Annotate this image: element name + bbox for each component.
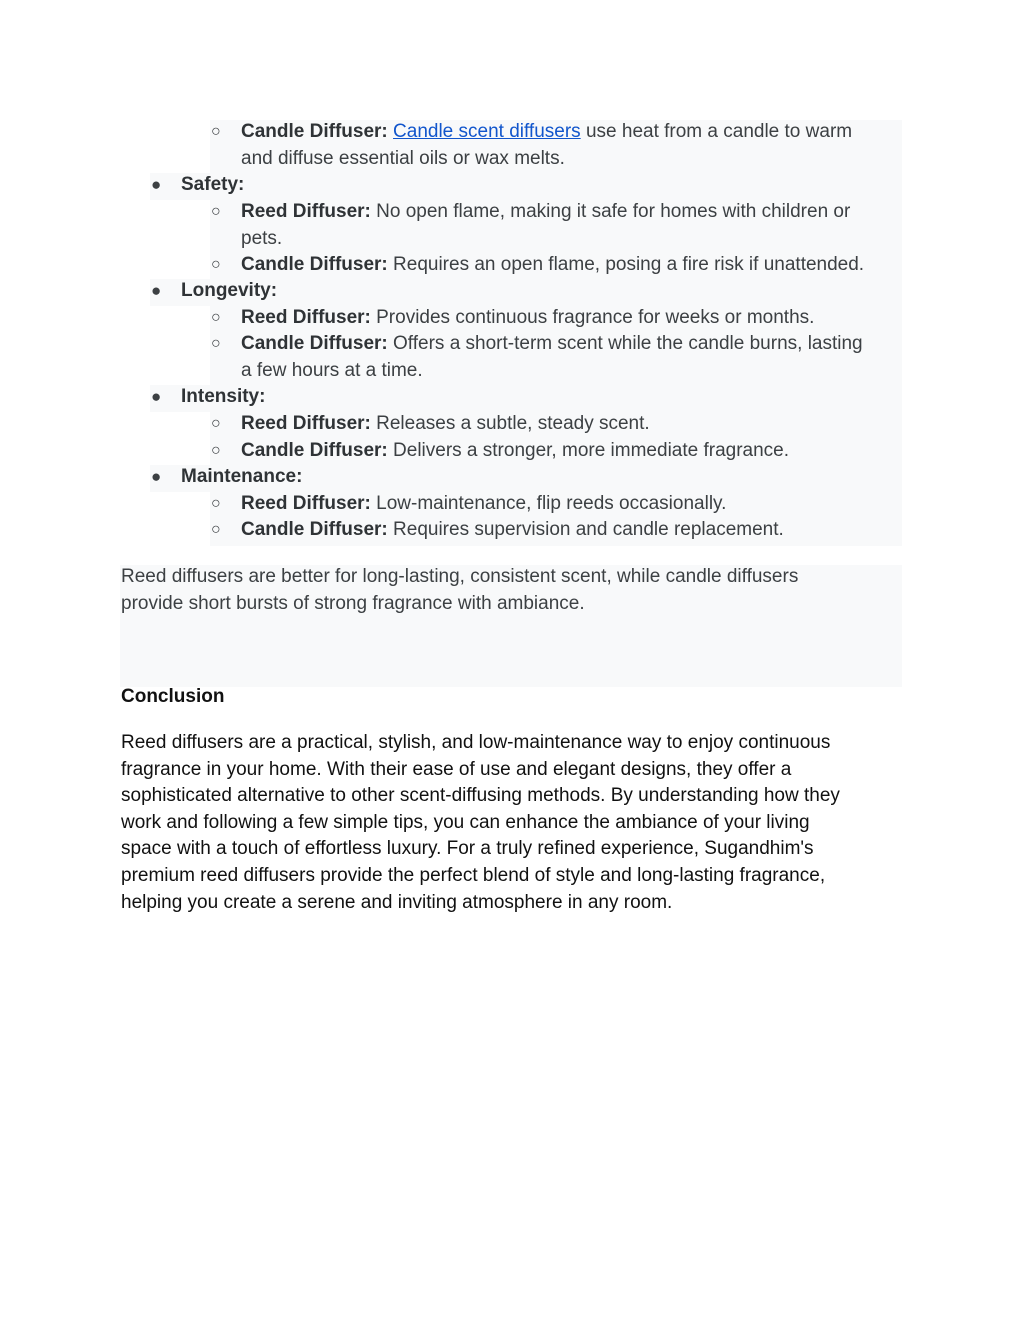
item-label: Reed Diffuser: xyxy=(241,307,371,328)
conclusion-line: premium reed diffusers provide the perfect blend of style and long-lasting fragrance, xyxy=(121,865,826,886)
list-heading-intensity: Intensity: xyxy=(181,386,266,407)
list-item-candle-intro xyxy=(241,119,852,146)
list-item-safety-reed: Reed Diffuser: No open flame, making it safe for homes with children or xyxy=(241,201,851,222)
list-item-longevity-candle: Candle Diffuser: Offers a short-term scent while the candle burns, lasting xyxy=(241,333,863,354)
solid-bullet: ● xyxy=(151,175,162,194)
solid-bullet: ● xyxy=(151,281,162,300)
item-label: Candle Diffuser: xyxy=(241,333,388,354)
list-shade-safety xyxy=(150,173,902,200)
item-label: Candle Diffuser: xyxy=(241,254,388,275)
item-label: Candle Diffuser: xyxy=(241,519,388,540)
item-label: Reed Diffuser: xyxy=(241,413,371,434)
candle-scent-diffusers-link[interactable]: Candle scent diffusers xyxy=(393,121,581,142)
conclusion-heading: Conclusion xyxy=(121,686,225,707)
item-label: Reed Diffuser: xyxy=(241,201,371,222)
conclusion-line: fragrance in your home. With their ease of use and elegant designs, they offer a xyxy=(121,758,792,780)
list-item-safety-candle: Candle Diffuser: Requires an open flame, posing a fire risk if unattended. xyxy=(241,254,865,275)
hollow-bullet: ○ xyxy=(211,521,221,538)
list-heading-safety: Safety: xyxy=(181,174,245,195)
hollow-bullet: ○ xyxy=(211,123,221,140)
summary-paragraph-line: Reed diffusers are better for long-lasting, consistent scent, while candle diffusers xyxy=(121,566,799,587)
list-item-maintenance-reed: Reed Diffuser: Low-maintenance, flip reeds occasionally. xyxy=(241,493,727,514)
list-heading-maintenance: Maintenance: xyxy=(181,466,303,487)
item-label: Candle Diffuser: xyxy=(241,440,388,461)
item-text: use heat from a candle to warm xyxy=(580,121,853,142)
hollow-bullet: ○ xyxy=(211,442,221,459)
hollow-bullet: ○ xyxy=(211,309,221,326)
item-text-continued: a few hours at a time. xyxy=(241,360,423,381)
conclusion-line: helping you create a serene and inviting atmosphere in any room. xyxy=(121,891,673,913)
item-text-continued: pets. xyxy=(241,228,283,249)
hollow-bullet: ○ xyxy=(211,256,221,273)
conclusion-line: sophisticated alternative to other scent-diffusing methods. By understanding how they xyxy=(121,785,840,807)
list-heading-longevity: Longevity: xyxy=(181,280,278,301)
solid-bullet: ● xyxy=(151,467,162,486)
hollow-bullet: ○ xyxy=(211,415,221,432)
hollow-bullet: ○ xyxy=(211,203,221,220)
item-text-continued: and diffuse essential oils or wax melts. xyxy=(241,148,565,169)
item-label: Reed Diffuser: xyxy=(241,493,371,514)
solid-bullet: ● xyxy=(151,387,162,406)
list-item-maintenance-candle: Candle Diffuser: Requires supervision and candle replacement. xyxy=(241,519,784,540)
hollow-bullet: ○ xyxy=(211,335,221,352)
list-item-intensity-reed: Reed Diffuser: Releases a subtle, steady scent. xyxy=(241,413,650,434)
list-item-longevity-reed: Reed Diffuser: Provides continuous fragrance for weeks or months. xyxy=(241,307,815,328)
hollow-bullet: ○ xyxy=(211,495,221,512)
item-label: Candle Diffuser: xyxy=(241,121,388,142)
conclusion-line: Reed diffusers are a practical, stylish, and low-maintenance way to enjoy continuous xyxy=(121,732,831,753)
summary-paragraph-line: provide short bursts of strong fragrance with ambiance. xyxy=(121,593,585,614)
list-item-intensity-candle: Candle Diffuser: Delivers a stronger, more immediate fragrance. xyxy=(241,440,790,461)
conclusion-line: work and following a few simple tips, you can enhance the ambiance of your living xyxy=(121,811,810,833)
conclusion-line: space with a touch of effortless luxury. For a truly refined experience, Sugandhim's xyxy=(121,838,814,860)
